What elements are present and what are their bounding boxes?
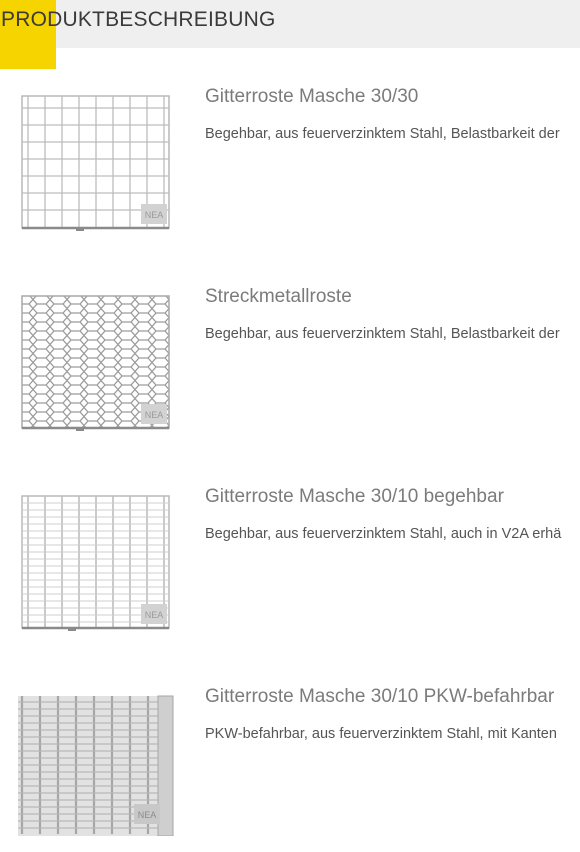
product-description: Begehbar, aus feuerverzinktem Stahl, Belastbarkeit der: [205, 126, 560, 142]
product-title[interactable]: Gitterroste Masche 30/10 PKW-befahrbar: [205, 686, 555, 707]
product-item[interactable]: [0, 286, 580, 446]
nea-badge: NEA: [144, 610, 164, 620]
product-title[interactable]: Streckmetallroste: [205, 286, 352, 307]
product-title[interactable]: Gitterroste Masche 30/10 begehbar: [205, 486, 504, 507]
product-description: Begehbar, aus feuerverzinktem Stahl, Belastbarkeit der: [205, 326, 560, 342]
product-description: Begehbar, aus feuerverzinktem Stahl, auch in V2A erhä: [205, 526, 562, 542]
product-title[interactable]: Gitterroste Masche 30/30: [205, 86, 419, 107]
expanded-metal-image[interactable]: [16, 286, 176, 436]
product-item[interactable]: [0, 486, 580, 646]
nea-badge: NEA: [144, 410, 164, 420]
grating-mesh-image[interactable]: [16, 686, 176, 836]
product-description: PKW-befahrbar, aus feuerverzinktem Stahl, mit Kanten: [205, 726, 557, 742]
section-title: PRODUKTBESCHREIBUNG: [1, 8, 276, 31]
nea-badge: NEA: [144, 210, 164, 220]
product-item[interactable]: [0, 86, 580, 246]
grating-mesh-image[interactable]: [16, 86, 176, 236]
grating-mesh-image[interactable]: [16, 486, 176, 636]
nea-badge: NEA: [137, 810, 157, 820]
product-item[interactable]: [0, 686, 580, 846]
